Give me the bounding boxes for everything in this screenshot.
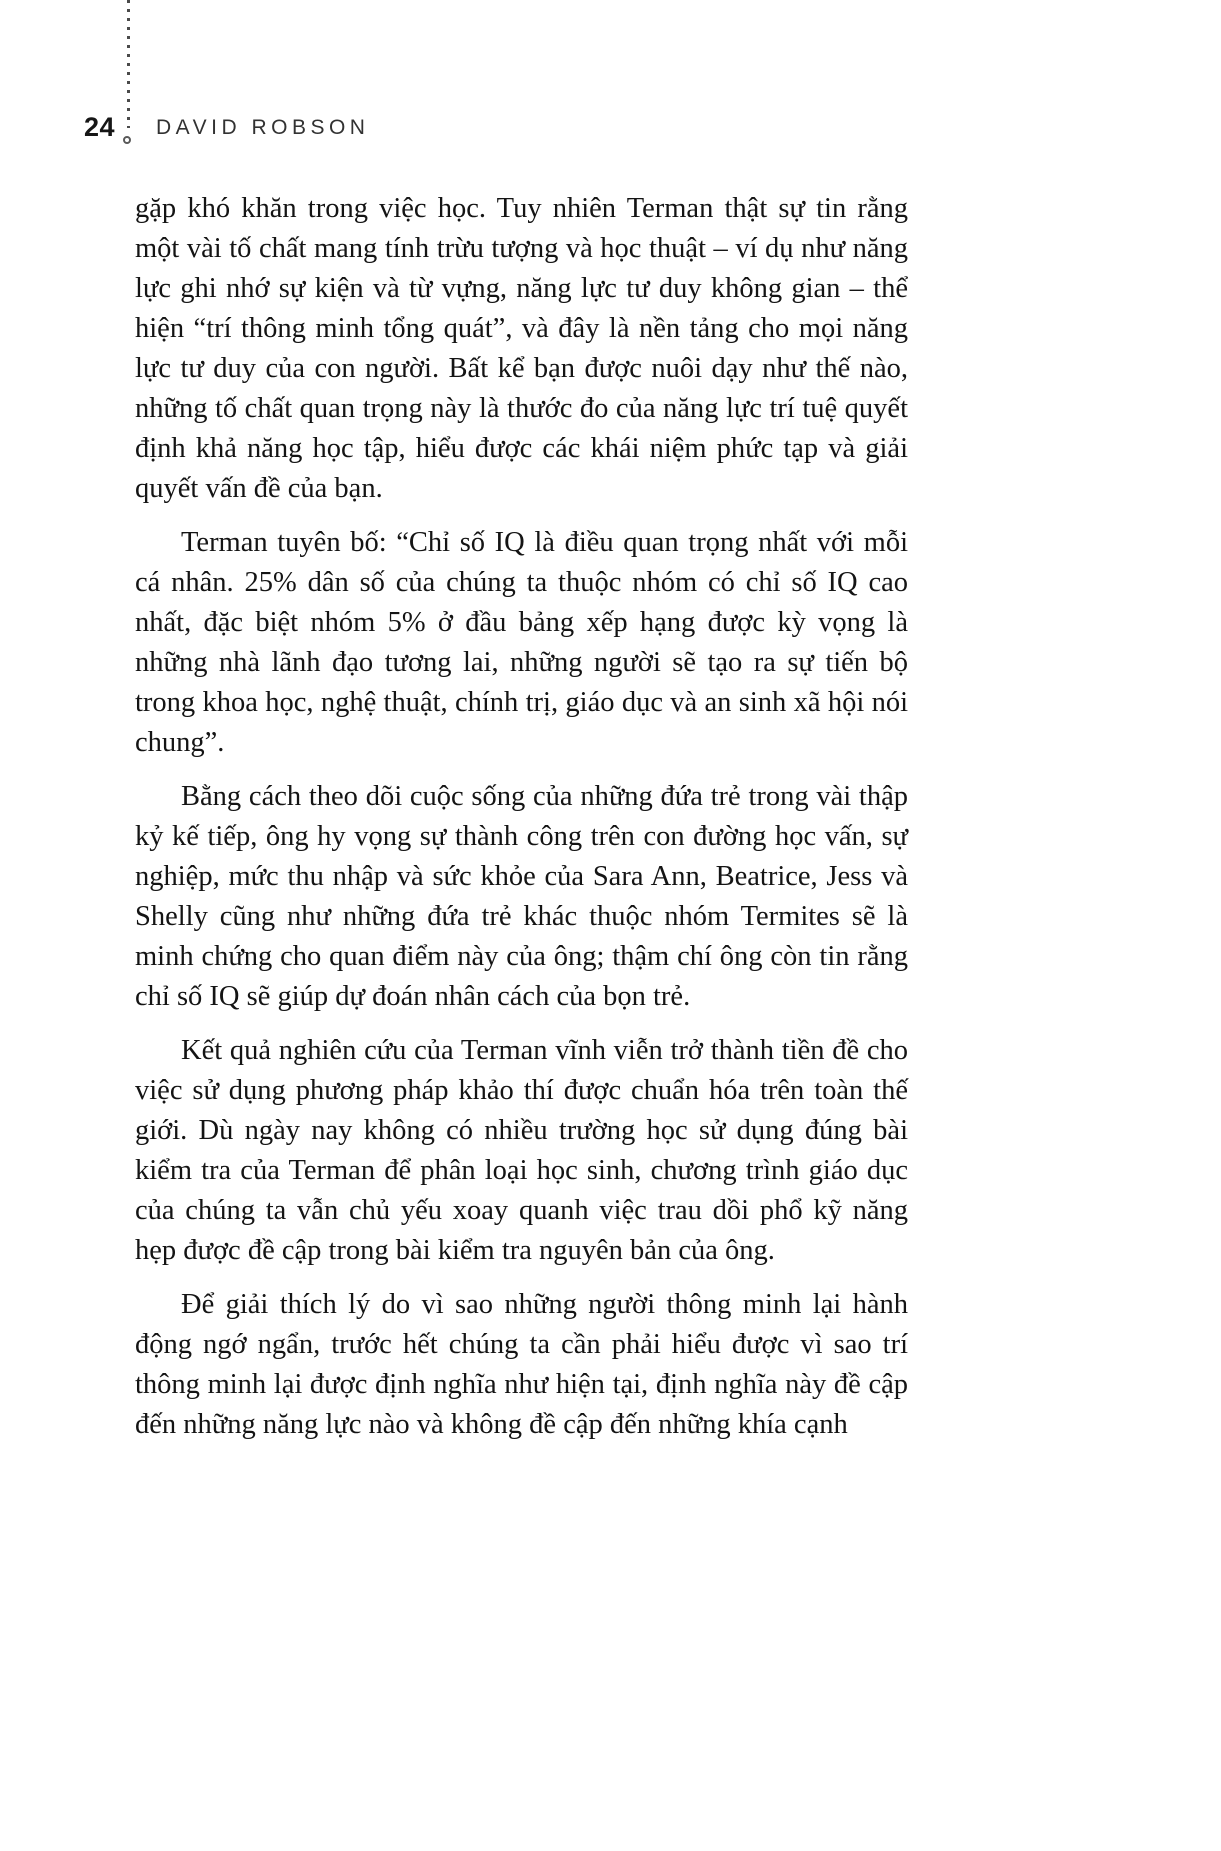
dotted-line-decoration (127, 0, 130, 128)
body-text (135, 189, 908, 1459)
running-header (0, 112, 1221, 146)
running-header-author: DAVID ROBSON (156, 116, 370, 139)
paragraph: Bằng cách theo dõi cuộc sống của những đứa trẻ trong vài thập kỷ kế tiếp, ông hy vọng sự thành công trên con đường học vấn, sự nghiệp, mức thu nhập và sức khỏe của Sara Ann, Beatrice, Jess và Shelly cũng như những đứa trẻ khác thuộc nhóm Termites sẽ là minh chứng cho quan điểm này của ông; thậm chí ông còn tin rằng chỉ số IQ sẽ giúp dự đoán nhân cách của bọn trẻ. (135, 781, 908, 1012)
paragraph: gặp khó khăn trong việc học. Tuy nhiên Terman thật sự tin rằng một vài tố chất mang tính trừu tượng và học thuật – ví dụ như năng lực ghi nhớ sự kiện và từ vựng, năng lực tư duy không gian – thể hiện “trí thông minh tổng quát”, và đây là nền tảng cho mọi năng lực tư duy của con người. Bất kể bạn được nuôi dạy như thế nào, những tố chất quan trọng này là thước đo của năng lực trí tuệ quyết định khả năng học tập, hiểu được các khái niệm phức tạp và giải quyết vấn đề của bạn. (135, 193, 908, 504)
paragraph: Kết quả nghiên cứu của Terman vĩnh viễn trở thành tiền đề cho việc sử dụng phương pháp khảo thí được chuẩn hóa trên toàn thế giới. Dù ngày nay không có nhiều trường học sử dụng đúng bài kiểm tra của Terman để phân loại học sinh, chương trình giáo dục của chúng ta vẫn chủ yếu xoay quanh việc trau dồi phổ kỹ năng hẹp được đề cập trong bài kiểm tra nguyên bản của ông. (135, 1035, 908, 1266)
page-number: 24 (84, 112, 116, 142)
paragraph: Terman tuyên bố: “Chỉ số IQ là điều quan trọng nhất với mỗi cá nhân. 25% dân số của chúng ta thuộc nhóm có chỉ số IQ cao nhất, đặc biệt nhóm 5% ở đầu bảng xếp hạng được kỳ vọng là những nhà lãnh đạo tương lai, những người sẽ tạo ra sự tiến bộ trong khoa học, nghệ thuật, chính trị, giáo dục và an sinh xã hội nói chung”. (135, 527, 908, 758)
paragraph: Để giải thích lý do vì sao những người thông minh lại hành động ngớ ngẩn, trước hết chúng ta cần phải hiểu được vì sao trí thông minh lại được định nghĩa như hiện tại, định nghĩa này đề cập đến những năng lực nào và không đề cập đến những khía cạnh (135, 1289, 908, 1440)
